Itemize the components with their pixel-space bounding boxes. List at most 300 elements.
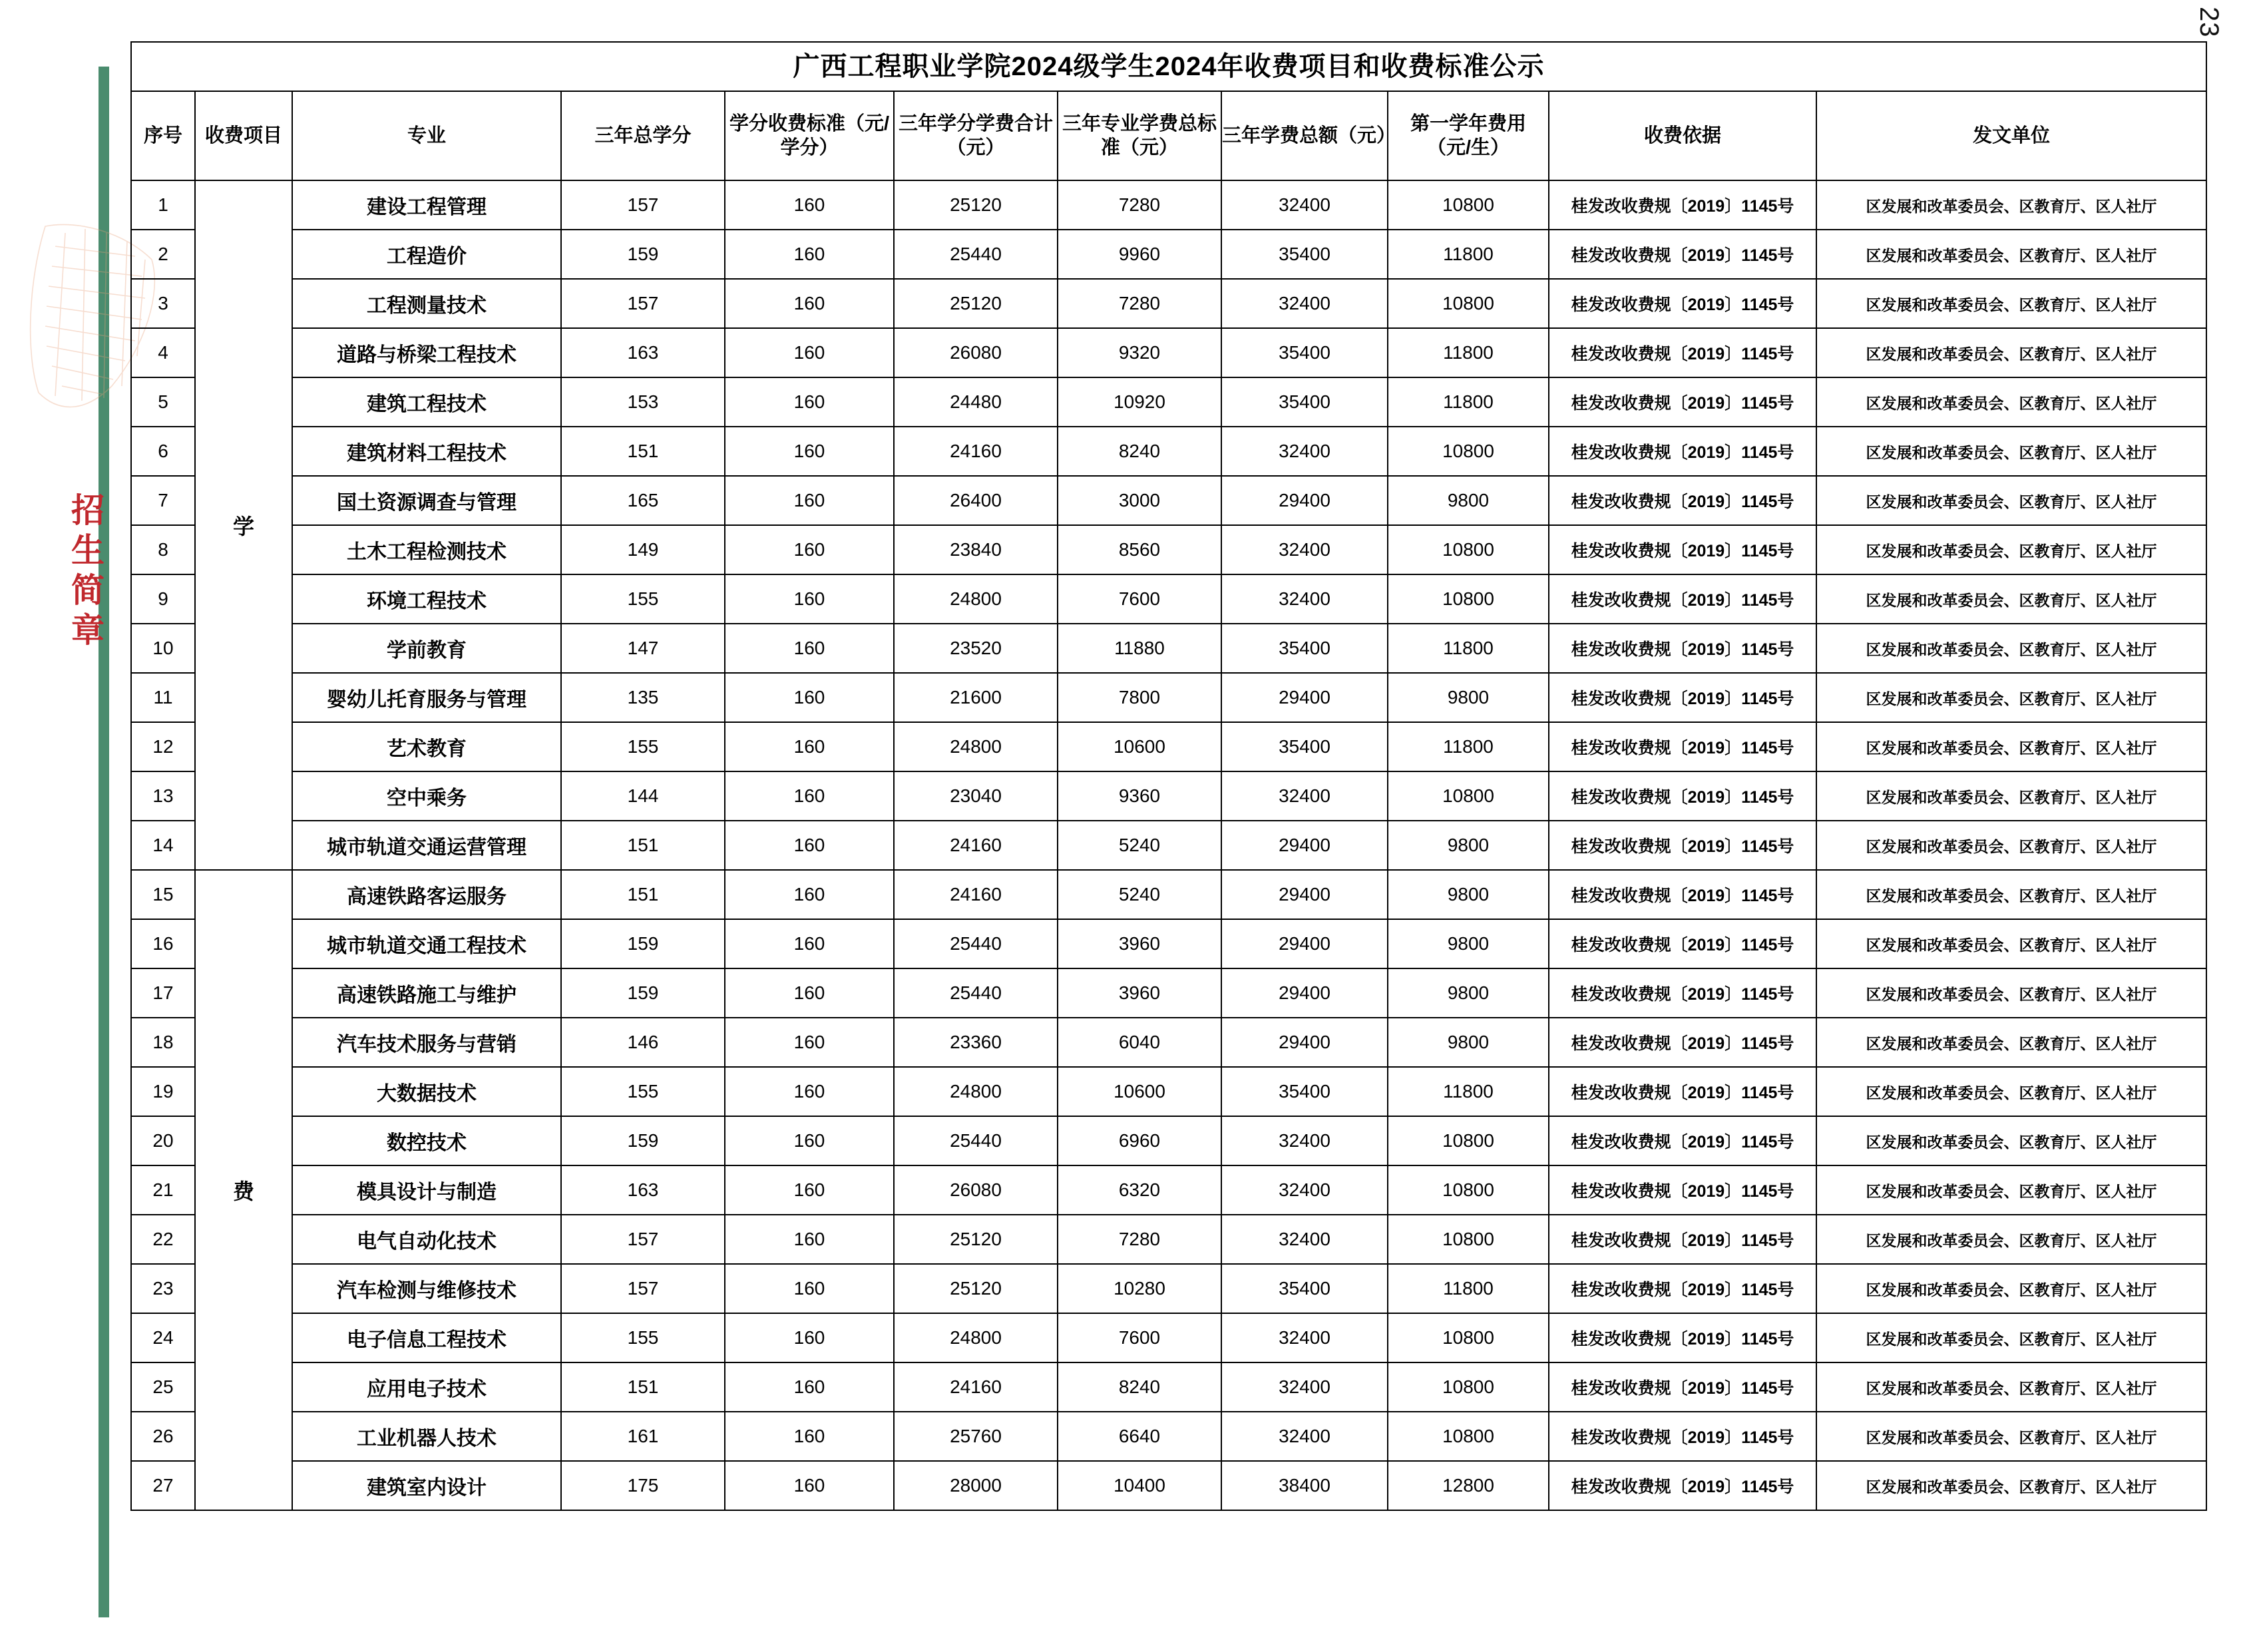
table-row (131, 1461, 2206, 1510)
cell-total-credits: 157 (561, 279, 725, 328)
cell-professional-fee: 10920 (1058, 377, 1221, 427)
col-header-index: 序号 (131, 91, 195, 180)
cell-issuing-unit: 区发展和改革委员会、区教育厅、区人社厅 (1816, 673, 2206, 722)
cell-fee-basis: 桂发改收费规〔2019〕1145号 (1549, 1116, 1816, 1165)
cell-credit-fee-sum: 26080 (894, 1165, 1058, 1215)
cell-issuing-unit: 区发展和改革委员会、区教育厅、区人社厅 (1816, 1313, 2206, 1362)
cell-index: 10 (131, 624, 195, 673)
cell-credit-standard: 160 (725, 771, 894, 821)
cell-index: 5 (131, 377, 195, 427)
cell-index: 14 (131, 821, 195, 870)
cell-index: 15 (131, 870, 195, 919)
table-row (131, 722, 2206, 771)
cell-total-credits: 151 (561, 1362, 725, 1412)
cell-credit-fee-sum: 23360 (894, 1018, 1058, 1067)
cell-professional-fee: 5240 (1058, 870, 1221, 919)
cell-fee-basis: 桂发改收费规〔2019〕1145号 (1549, 1215, 1816, 1264)
cell-fee-basis: 桂发改收费规〔2019〕1145号 (1549, 771, 1816, 821)
cell-issuing-unit: 区发展和改革委员会、区教育厅、区人社厅 (1816, 1412, 2206, 1461)
table-row (131, 1165, 2206, 1215)
cell-first-year-fee: 11800 (1388, 377, 1549, 427)
cell-professional-fee: 9960 (1058, 230, 1221, 279)
cell-three-year-total: 32400 (1221, 525, 1388, 574)
cell-total-credits: 159 (561, 919, 725, 968)
table-row (131, 525, 2206, 574)
cell-credit-standard: 160 (725, 821, 894, 870)
cell-index: 18 (131, 1018, 195, 1067)
col-header-professional-fee: 三年专业学费总标准（元） (1058, 91, 1221, 180)
cell-first-year-fee: 10800 (1388, 180, 1549, 230)
cell-first-year-fee: 10800 (1388, 525, 1549, 574)
cell-issuing-unit: 区发展和改革委员会、区教育厅、区人社厅 (1816, 525, 2206, 574)
cell-credit-fee-sum: 28000 (894, 1461, 1058, 1510)
cell-total-credits: 147 (561, 624, 725, 673)
cell-three-year-total: 32400 (1221, 1116, 1388, 1165)
cell-credit-standard: 160 (725, 1018, 894, 1067)
cell-fee-basis: 桂发改收费规〔2019〕1145号 (1549, 328, 1816, 377)
cell-total-credits: 157 (561, 180, 725, 230)
cell-credit-standard: 160 (725, 1264, 894, 1313)
table-row (131, 1116, 2206, 1165)
cell-credit-standard: 160 (725, 427, 894, 476)
cell-index: 3 (131, 279, 195, 328)
cell-issuing-unit: 区发展和改革委员会、区教育厅、区人社厅 (1816, 377, 2206, 427)
cell-total-credits: 159 (561, 968, 725, 1018)
cell-credit-fee-sum: 23040 (894, 771, 1058, 821)
cell-major: 道路与桥梁工程技术 (292, 328, 561, 377)
cell-first-year-fee: 9800 (1388, 919, 1549, 968)
cell-major: 应用电子技术 (292, 1362, 561, 1412)
cell-professional-fee: 7280 (1058, 1215, 1221, 1264)
table-row (131, 1412, 2206, 1461)
cell-three-year-total: 29400 (1221, 673, 1388, 722)
cell-issuing-unit: 区发展和改革委员会、区教育厅、区人社厅 (1816, 1461, 2206, 1510)
cell-total-credits: 161 (561, 1412, 725, 1461)
cell-first-year-fee: 10800 (1388, 1362, 1549, 1412)
cell-total-credits: 149 (561, 525, 725, 574)
cell-major: 电子信息工程技术 (292, 1313, 561, 1362)
cell-three-year-total: 32400 (1221, 574, 1388, 624)
table-row (131, 968, 2206, 1018)
cell-index: 6 (131, 427, 195, 476)
col-header-three-year-total: 三年学费总额（元） (1221, 91, 1388, 180)
cell-total-credits: 159 (561, 230, 725, 279)
sidebar-section-title: 招生简章 (67, 493, 104, 652)
cell-three-year-total: 35400 (1221, 722, 1388, 771)
cell-three-year-total: 35400 (1221, 377, 1388, 427)
cell-major: 环境工程技术 (292, 574, 561, 624)
cell-three-year-total: 35400 (1221, 1067, 1388, 1116)
cell-total-credits: 175 (561, 1461, 725, 1510)
cell-index: 1 (131, 180, 195, 230)
cell-total-credits: 155 (561, 1067, 725, 1116)
cell-fee-basis: 桂发改收费规〔2019〕1145号 (1549, 1461, 1816, 1510)
cell-major: 建设工程管理 (292, 180, 561, 230)
cell-credit-standard: 160 (725, 574, 894, 624)
cell-index: 8 (131, 525, 195, 574)
cell-index: 20 (131, 1116, 195, 1165)
table-header (131, 42, 2206, 180)
cell-fee-basis: 桂发改收费规〔2019〕1145号 (1549, 230, 1816, 279)
cell-credit-fee-sum: 25120 (894, 1264, 1058, 1313)
cell-credit-fee-sum: 23520 (894, 624, 1058, 673)
cell-first-year-fee: 10800 (1388, 1116, 1549, 1165)
table-row (131, 377, 2206, 427)
cell-issuing-unit: 区发展和改革委员会、区教育厅、区人社厅 (1816, 624, 2206, 673)
cell-major: 艺术教育 (292, 722, 561, 771)
cell-credit-standard: 160 (725, 919, 894, 968)
cell-major: 国土资源调查与管理 (292, 476, 561, 525)
cell-credit-fee-sum: 25120 (894, 1215, 1058, 1264)
cell-major: 城市轨道交通运营管理 (292, 821, 561, 870)
page-number: 23 (2194, 7, 2224, 38)
cell-total-credits: 155 (561, 1313, 725, 1362)
cell-fee-basis: 桂发改收费规〔2019〕1145号 (1549, 968, 1816, 1018)
cell-credit-fee-sum: 26080 (894, 328, 1058, 377)
fee-standard-table-container (130, 41, 2206, 1511)
cell-credit-fee-sum: 24800 (894, 574, 1058, 624)
cell-professional-fee: 8240 (1058, 427, 1221, 476)
cell-credit-standard: 160 (725, 180, 894, 230)
cell-fee-basis: 桂发改收费规〔2019〕1145号 (1549, 1264, 1816, 1313)
cell-credit-standard: 160 (725, 525, 894, 574)
cell-fee-basis: 桂发改收费规〔2019〕1145号 (1549, 1412, 1816, 1461)
cell-fee-basis: 桂发改收费规〔2019〕1145号 (1549, 427, 1816, 476)
cell-index: 19 (131, 1067, 195, 1116)
cell-first-year-fee: 9800 (1388, 870, 1549, 919)
cell-issuing-unit: 区发展和改革委员会、区教育厅、区人社厅 (1816, 180, 2206, 230)
cell-three-year-total: 32400 (1221, 1165, 1388, 1215)
cell-first-year-fee: 11800 (1388, 230, 1549, 279)
cell-index: 23 (131, 1264, 195, 1313)
cell-fee-basis: 桂发改收费规〔2019〕1145号 (1549, 476, 1816, 525)
cell-major: 高速铁路客运服务 (292, 870, 561, 919)
cell-professional-fee: 7280 (1058, 180, 1221, 230)
cell-issuing-unit: 区发展和改革委员会、区教育厅、区人社厅 (1816, 1362, 2206, 1412)
cell-issuing-unit: 区发展和改革委员会、区教育厅、区人社厅 (1816, 427, 2206, 476)
cell-total-credits: 163 (561, 1165, 725, 1215)
table-row (131, 279, 2206, 328)
cell-fee-basis: 桂发改收费规〔2019〕1145号 (1549, 1165, 1816, 1215)
cell-credit-standard: 160 (725, 722, 894, 771)
cell-total-credits: 144 (561, 771, 725, 821)
cell-three-year-total: 32400 (1221, 1362, 1388, 1412)
table-row (131, 870, 2206, 919)
col-header-total-credits: 三年总学分 (561, 91, 725, 180)
cell-major: 大数据技术 (292, 1067, 561, 1116)
cell-major: 电气自动化技术 (292, 1215, 561, 1264)
cell-first-year-fee: 10800 (1388, 1412, 1549, 1461)
table-row (131, 230, 2206, 279)
cell-issuing-unit: 区发展和改革委员会、区教育厅、区人社厅 (1816, 919, 2206, 968)
cell-issuing-unit: 区发展和改革委员会、区教育厅、区人社厅 (1816, 1067, 2206, 1116)
cell-issuing-unit: 区发展和改革委员会、区教育厅、区人社厅 (1816, 870, 2206, 919)
cell-credit-fee-sum: 25440 (894, 1116, 1058, 1165)
cell-index: 16 (131, 919, 195, 968)
cell-index: 11 (131, 673, 195, 722)
cell-three-year-total: 29400 (1221, 476, 1388, 525)
cell-three-year-total: 32400 (1221, 771, 1388, 821)
cell-credit-standard: 160 (725, 1116, 894, 1165)
cell-three-year-total: 29400 (1221, 870, 1388, 919)
table-row (131, 673, 2206, 722)
cell-fee-basis: 桂发改收费规〔2019〕1145号 (1549, 574, 1816, 624)
cell-index: 4 (131, 328, 195, 377)
fee-standard-table (130, 41, 2207, 1511)
cell-credit-fee-sum: 24800 (894, 1313, 1058, 1362)
cell-professional-fee: 8240 (1058, 1362, 1221, 1412)
cell-total-credits: 151 (561, 870, 725, 919)
cell-credit-fee-sum: 25120 (894, 279, 1058, 328)
cell-fee-basis: 桂发改收费规〔2019〕1145号 (1549, 1313, 1816, 1362)
cell-credit-standard: 160 (725, 1313, 894, 1362)
cell-fee-basis: 桂发改收费规〔2019〕1145号 (1549, 525, 1816, 574)
cell-professional-fee: 5240 (1058, 821, 1221, 870)
cell-fee-basis: 桂发改收费规〔2019〕1145号 (1549, 1362, 1816, 1412)
table-column-header-row (131, 91, 2206, 180)
cell-first-year-fee: 9800 (1388, 673, 1549, 722)
cell-three-year-total: 32400 (1221, 1313, 1388, 1362)
cell-issuing-unit: 区发展和改革委员会、区教育厅、区人社厅 (1816, 574, 2206, 624)
cell-major: 高速铁路施工与维护 (292, 968, 561, 1018)
cell-three-year-total: 35400 (1221, 1264, 1388, 1313)
cell-issuing-unit: 区发展和改革委员会、区教育厅、区人社厅 (1816, 968, 2206, 1018)
cell-fee-basis: 桂发改收费规〔2019〕1145号 (1549, 870, 1816, 919)
cell-professional-fee: 9360 (1058, 771, 1221, 821)
cell-credit-fee-sum: 25760 (894, 1412, 1058, 1461)
cell-index: 26 (131, 1412, 195, 1461)
cell-credit-standard: 160 (725, 328, 894, 377)
cell-first-year-fee: 12800 (1388, 1461, 1549, 1510)
cell-credit-standard: 160 (725, 377, 894, 427)
cell-professional-fee: 10280 (1058, 1264, 1221, 1313)
cell-issuing-unit: 区发展和改革委员会、区教育厅、区人社厅 (1816, 230, 2206, 279)
cell-first-year-fee: 11800 (1388, 722, 1549, 771)
cell-three-year-total: 32400 (1221, 1412, 1388, 1461)
cell-professional-fee: 3960 (1058, 919, 1221, 968)
cell-fee-basis: 桂发改收费规〔2019〕1145号 (1549, 1018, 1816, 1067)
cell-index: 12 (131, 722, 195, 771)
cell-total-credits: 151 (561, 427, 725, 476)
table-row (131, 624, 2206, 673)
cell-total-credits: 159 (561, 1116, 725, 1165)
cell-major: 工程测量技术 (292, 279, 561, 328)
cell-three-year-total: 38400 (1221, 1461, 1388, 1510)
table-row (131, 574, 2206, 624)
cell-credit-standard: 160 (725, 968, 894, 1018)
table-row (131, 821, 2206, 870)
cell-first-year-fee: 10800 (1388, 279, 1549, 328)
cell-credit-fee-sum: 25440 (894, 968, 1058, 1018)
cell-credit-standard: 160 (725, 279, 894, 328)
cell-major: 工程造价 (292, 230, 561, 279)
cell-first-year-fee: 9800 (1388, 968, 1549, 1018)
cell-credit-standard: 160 (725, 1165, 894, 1215)
cell-total-credits: 157 (561, 1215, 725, 1264)
col-header-issuing-unit: 发文单位 (1816, 91, 2206, 180)
cell-issuing-unit: 区发展和改革委员会、区教育厅、区人社厅 (1816, 771, 2206, 821)
table-row (131, 1362, 2206, 1412)
cell-credit-standard: 160 (725, 870, 894, 919)
cell-index: 24 (131, 1313, 195, 1362)
cell-major: 模具设计与制造 (292, 1165, 561, 1215)
cell-first-year-fee: 10800 (1388, 1313, 1549, 1362)
cell-first-year-fee: 10800 (1388, 574, 1549, 624)
cell-issuing-unit: 区发展和改革委员会、区教育厅、区人社厅 (1816, 1116, 2206, 1165)
col-header-fee-basis: 收费依据 (1549, 91, 1816, 180)
cell-first-year-fee: 11800 (1388, 1264, 1549, 1313)
cell-credit-fee-sum: 25440 (894, 230, 1058, 279)
cell-total-credits: 135 (561, 673, 725, 722)
cell-major: 建筑工程技术 (292, 377, 561, 427)
col-header-first-year-fee: 第一学年费用（元/生） (1388, 91, 1549, 180)
cell-issuing-unit: 区发展和改革委员会、区教育厅、区人社厅 (1816, 328, 2206, 377)
cell-index: 7 (131, 476, 195, 525)
cell-major: 城市轨道交通工程技术 (292, 919, 561, 968)
cell-total-credits: 146 (561, 1018, 725, 1067)
cell-major: 土木工程检测技术 (292, 525, 561, 574)
cell-credit-fee-sum: 21600 (894, 673, 1058, 722)
cell-credit-standard: 160 (725, 1067, 894, 1116)
cell-issuing-unit: 区发展和改革委员会、区教育厅、区人社厅 (1816, 1018, 2206, 1067)
cell-credit-fee-sum: 26400 (894, 476, 1058, 525)
cell-professional-fee: 3000 (1058, 476, 1221, 525)
cell-total-credits: 165 (561, 476, 725, 525)
cell-fee-basis: 桂发改收费规〔2019〕1145号 (1549, 673, 1816, 722)
cell-professional-fee: 10600 (1058, 722, 1221, 771)
cell-three-year-total: 29400 (1221, 968, 1388, 1018)
cell-first-year-fee: 10800 (1388, 1215, 1549, 1264)
cell-three-year-total: 32400 (1221, 427, 1388, 476)
cell-professional-fee: 7800 (1058, 673, 1221, 722)
table-row (131, 1067, 2206, 1116)
cell-three-year-total: 29400 (1221, 1018, 1388, 1067)
table-row (131, 427, 2206, 476)
cell-major: 汽车检测与维修技术 (292, 1264, 561, 1313)
cell-professional-fee: 3960 (1058, 968, 1221, 1018)
cell-three-year-total: 32400 (1221, 180, 1388, 230)
cell-first-year-fee: 11800 (1388, 1067, 1549, 1116)
cell-issuing-unit: 区发展和改革委员会、区教育厅、区人社厅 (1816, 1165, 2206, 1215)
cell-fee-item-bottom: 费 (195, 870, 292, 1510)
cell-professional-fee: 6320 (1058, 1165, 1221, 1215)
cell-three-year-total: 29400 (1221, 919, 1388, 968)
col-header-major: 专业 (292, 91, 561, 180)
table-row (131, 1215, 2206, 1264)
cell-fee-basis: 桂发改收费规〔2019〕1145号 (1549, 821, 1816, 870)
cell-professional-fee: 7600 (1058, 574, 1221, 624)
cell-credit-fee-sum: 23840 (894, 525, 1058, 574)
cell-credit-standard: 160 (725, 1412, 894, 1461)
cell-total-credits: 155 (561, 574, 725, 624)
cell-issuing-unit: 区发展和改革委员会、区教育厅、区人社厅 (1816, 279, 2206, 328)
table-row (131, 1018, 2206, 1067)
cell-major: 婴幼儿托育服务与管理 (292, 673, 561, 722)
cell-first-year-fee: 11800 (1388, 328, 1549, 377)
cell-credit-fee-sum: 24160 (894, 1362, 1058, 1412)
cell-credit-fee-sum: 24160 (894, 870, 1058, 919)
cell-professional-fee: 11880 (1058, 624, 1221, 673)
table-title-row (131, 42, 2206, 91)
cell-first-year-fee: 10800 (1388, 1165, 1549, 1215)
cell-major: 空中乘务 (292, 771, 561, 821)
cell-credit-standard: 160 (725, 624, 894, 673)
cell-first-year-fee: 9800 (1388, 821, 1549, 870)
cell-three-year-total: 29400 (1221, 821, 1388, 870)
cell-credit-standard: 160 (725, 230, 894, 279)
cell-first-year-fee: 11800 (1388, 624, 1549, 673)
cell-index: 17 (131, 968, 195, 1018)
cell-credit-fee-sum: 24480 (894, 377, 1058, 427)
cell-credit-fee-sum: 24800 (894, 1067, 1058, 1116)
cell-credit-standard: 160 (725, 1362, 894, 1412)
cell-first-year-fee: 9800 (1388, 1018, 1549, 1067)
col-header-fee-item: 收费项目 (195, 91, 292, 180)
cell-professional-fee: 6040 (1058, 1018, 1221, 1067)
cell-total-credits: 157 (561, 1264, 725, 1313)
cell-issuing-unit: 区发展和改革委员会、区教育厅、区人社厅 (1816, 1264, 2206, 1313)
cell-major: 数控技术 (292, 1116, 561, 1165)
cell-index: 27 (131, 1461, 195, 1510)
cell-fee-basis: 桂发改收费规〔2019〕1145号 (1549, 624, 1816, 673)
cell-professional-fee: 10600 (1058, 1067, 1221, 1116)
cell-three-year-total: 35400 (1221, 230, 1388, 279)
cell-fee-basis: 桂发改收费规〔2019〕1145号 (1549, 377, 1816, 427)
table-row (131, 771, 2206, 821)
cell-credit-fee-sum: 24160 (894, 821, 1058, 870)
cell-three-year-total: 32400 (1221, 279, 1388, 328)
table-body (131, 180, 2206, 1510)
cell-major: 汽车技术服务与营销 (292, 1018, 561, 1067)
cell-major: 工业机器人技术 (292, 1412, 561, 1461)
cell-major: 学前教育 (292, 624, 561, 673)
cell-major: 建筑室内设计 (292, 1461, 561, 1510)
cell-issuing-unit: 区发展和改革委员会、区教育厅、区人社厅 (1816, 1215, 2206, 1264)
cell-professional-fee: 7280 (1058, 279, 1221, 328)
cell-fee-item-top: 学 (195, 180, 292, 870)
cell-credit-fee-sum: 25440 (894, 919, 1058, 968)
cell-professional-fee: 8560 (1058, 525, 1221, 574)
cell-issuing-unit: 区发展和改革委员会、区教育厅、区人社厅 (1816, 476, 2206, 525)
cell-index: 13 (131, 771, 195, 821)
cell-professional-fee: 10400 (1058, 1461, 1221, 1510)
cell-credit-standard: 160 (725, 476, 894, 525)
cell-professional-fee: 7600 (1058, 1313, 1221, 1362)
cell-issuing-unit: 区发展和改革委员会、区教育厅、区人社厅 (1816, 821, 2206, 870)
cell-major: 建筑材料工程技术 (292, 427, 561, 476)
cell-professional-fee: 6960 (1058, 1116, 1221, 1165)
cell-total-credits: 155 (561, 722, 725, 771)
table-row (131, 919, 2206, 968)
table-title: 广西工程职业学院2024级学生2024年收费项目和收费标准公示 (131, 42, 2206, 91)
table-row (131, 1264, 2206, 1313)
cell-professional-fee: 6640 (1058, 1412, 1221, 1461)
cell-first-year-fee: 10800 (1388, 427, 1549, 476)
cell-total-credits: 163 (561, 328, 725, 377)
cell-first-year-fee: 9800 (1388, 476, 1549, 525)
cell-three-year-total: 32400 (1221, 1215, 1388, 1264)
cell-index: 22 (131, 1215, 195, 1264)
cell-index: 21 (131, 1165, 195, 1215)
cell-fee-basis: 桂发改收费规〔2019〕1145号 (1549, 1067, 1816, 1116)
cell-first-year-fee: 10800 (1388, 771, 1549, 821)
cell-credit-fee-sum: 24160 (894, 427, 1058, 476)
cell-index: 9 (131, 574, 195, 624)
cell-fee-basis: 桂发改收费规〔2019〕1145号 (1549, 919, 1816, 968)
cell-three-year-total: 35400 (1221, 328, 1388, 377)
cell-fee-basis: 桂发改收费规〔2019〕1145号 (1549, 279, 1816, 328)
cell-credit-fee-sum: 25120 (894, 180, 1058, 230)
